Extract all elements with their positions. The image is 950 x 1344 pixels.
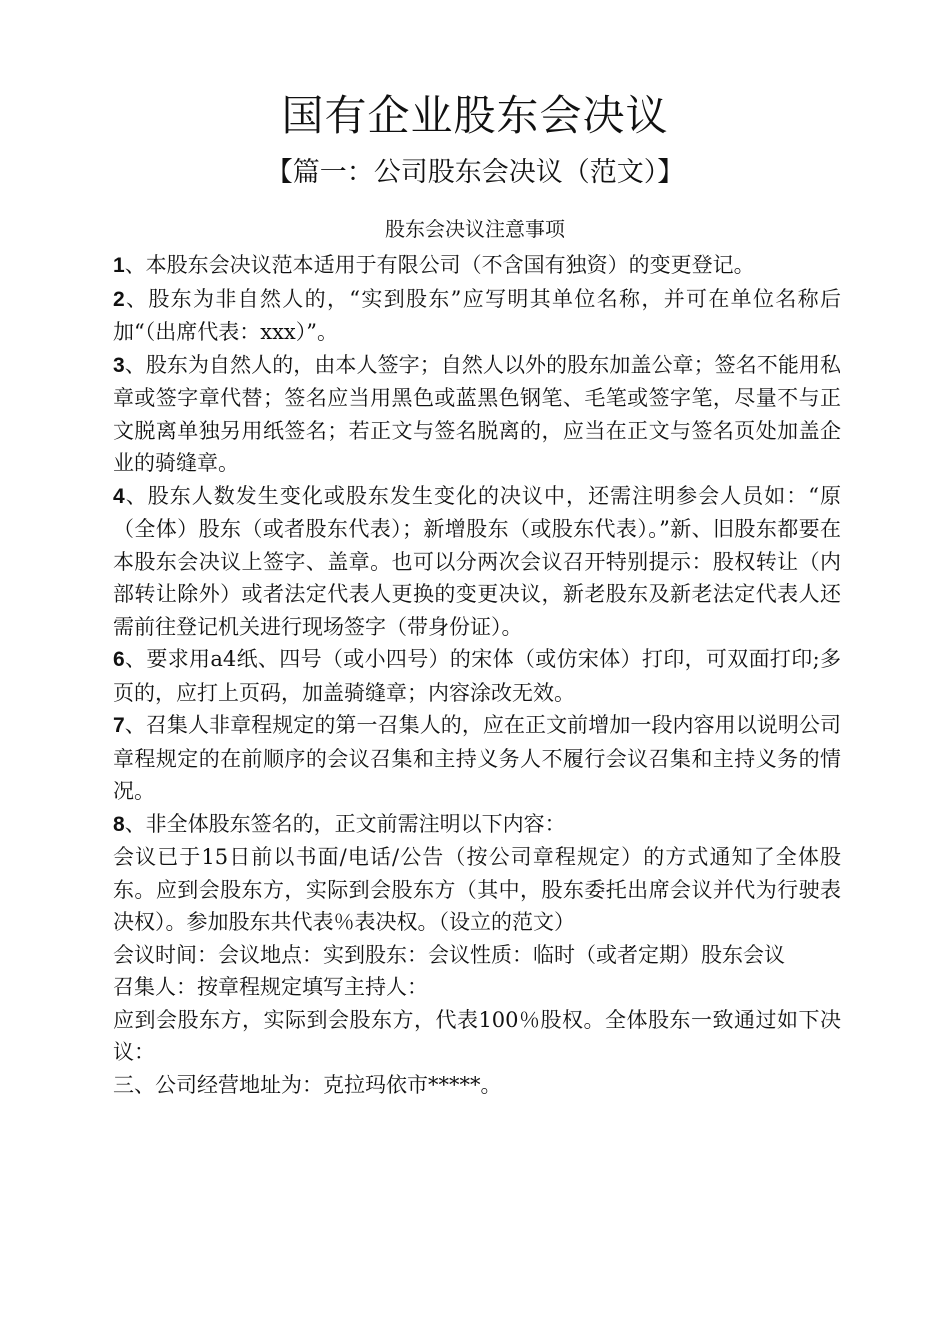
item-text: 、非全体股东签名的，正文前需注明以下内容：	[124, 811, 566, 836]
list-item	[113, 709, 841, 808]
item-text: 、召集人非章程规定的第一召集人的，应在正文前增加一段内容用以说明公司章程规定的在前顺序的会议召集和主持义务人不履行会议召集和主持义务的情况。	[113, 713, 841, 803]
list-item	[113, 808, 841, 842]
document-subtitle: 【篇一：公司股东会决议（范文）】	[265, 157, 685, 188]
item-number: 4	[113, 484, 125, 508]
list-item	[113, 283, 841, 349]
list-item	[113, 249, 841, 283]
document-body	[113, 249, 841, 1101]
body-paragraph: 三、公司经营地址为：克拉玛依市*****。	[113, 1072, 502, 1097]
list-item	[113, 480, 841, 644]
body-paragraph: 应到会股东方，实际到会股东方，代表100％股权。全体股东一致通过如下决议：	[113, 1007, 841, 1064]
body-paragraph: 召集人：按章程规定填写主持人：	[113, 975, 428, 999]
list-item	[113, 643, 841, 709]
body-paragraph: 会议时间：会议地点：实到股东：会议性质：临时（或者定期）股东会议	[113, 942, 785, 967]
item-text: 、本股东会决议范本适用于有限公司（不含国有独资）的变更登记。	[124, 253, 755, 277]
item-text: 、股东人数发生变化或股东发生变化的决议中，还需注明参会人员如：“原（全体）股东（或者股东代表）；新增股东（或股东代表）。”新、旧股东都要在本股东会决议上签字、盖章。也可以分两次会议召开特别提示：股权转让（内部转让除外）或者法定代表人更换的变更决议，新老股东及新老法定代表人还需前往登记机关进行现场签字（带身份证）。	[113, 483, 841, 639]
item-text: 、要求用a4纸、四号（或小四号）的宋体（或仿宋体）打印，可双面打印;多页的，应打上页码，加盖骑缝章；内容涂改无效。	[113, 647, 841, 705]
item-number: 8	[113, 812, 125, 836]
document-title: 国有企业股东会决议	[281, 91, 669, 140]
item-number: 3	[113, 353, 125, 377]
item-text: 、股东为自然人的，由本人签字；自然人以外的股东加盖公章；签名不能用私章或签字章代替；签名应当用黑色或蓝黑色钢笔、毛笔或签字笔，尽量不与正文脱离单独另用纸签名；若正文与签名脱离的，应当在正文与签名页处加盖企业的骑缝章。	[113, 352, 841, 475]
item-number: 2	[113, 287, 125, 311]
item-number: 1	[113, 254, 125, 277]
item-number: 6	[113, 648, 125, 671]
section-heading: 股东会决议注意事项	[385, 217, 565, 241]
list-item	[113, 349, 841, 480]
body-paragraph: 会议已于15日前以书面/电话/公告（按公司章程规定）的方式通知了全体股东。应到会股东方，实际到会股东方（其中，股东委托出席会议并代为行驶表决权）。参加股东共代表％表决权。（设立的范文）	[113, 845, 841, 934]
item-text: 、股东为非自然人的，“实到股东”应写明其单位名称，并可在单位名称后加“（出席代表：xxx）”。	[113, 286, 841, 344]
item-number: 7	[113, 714, 125, 737]
